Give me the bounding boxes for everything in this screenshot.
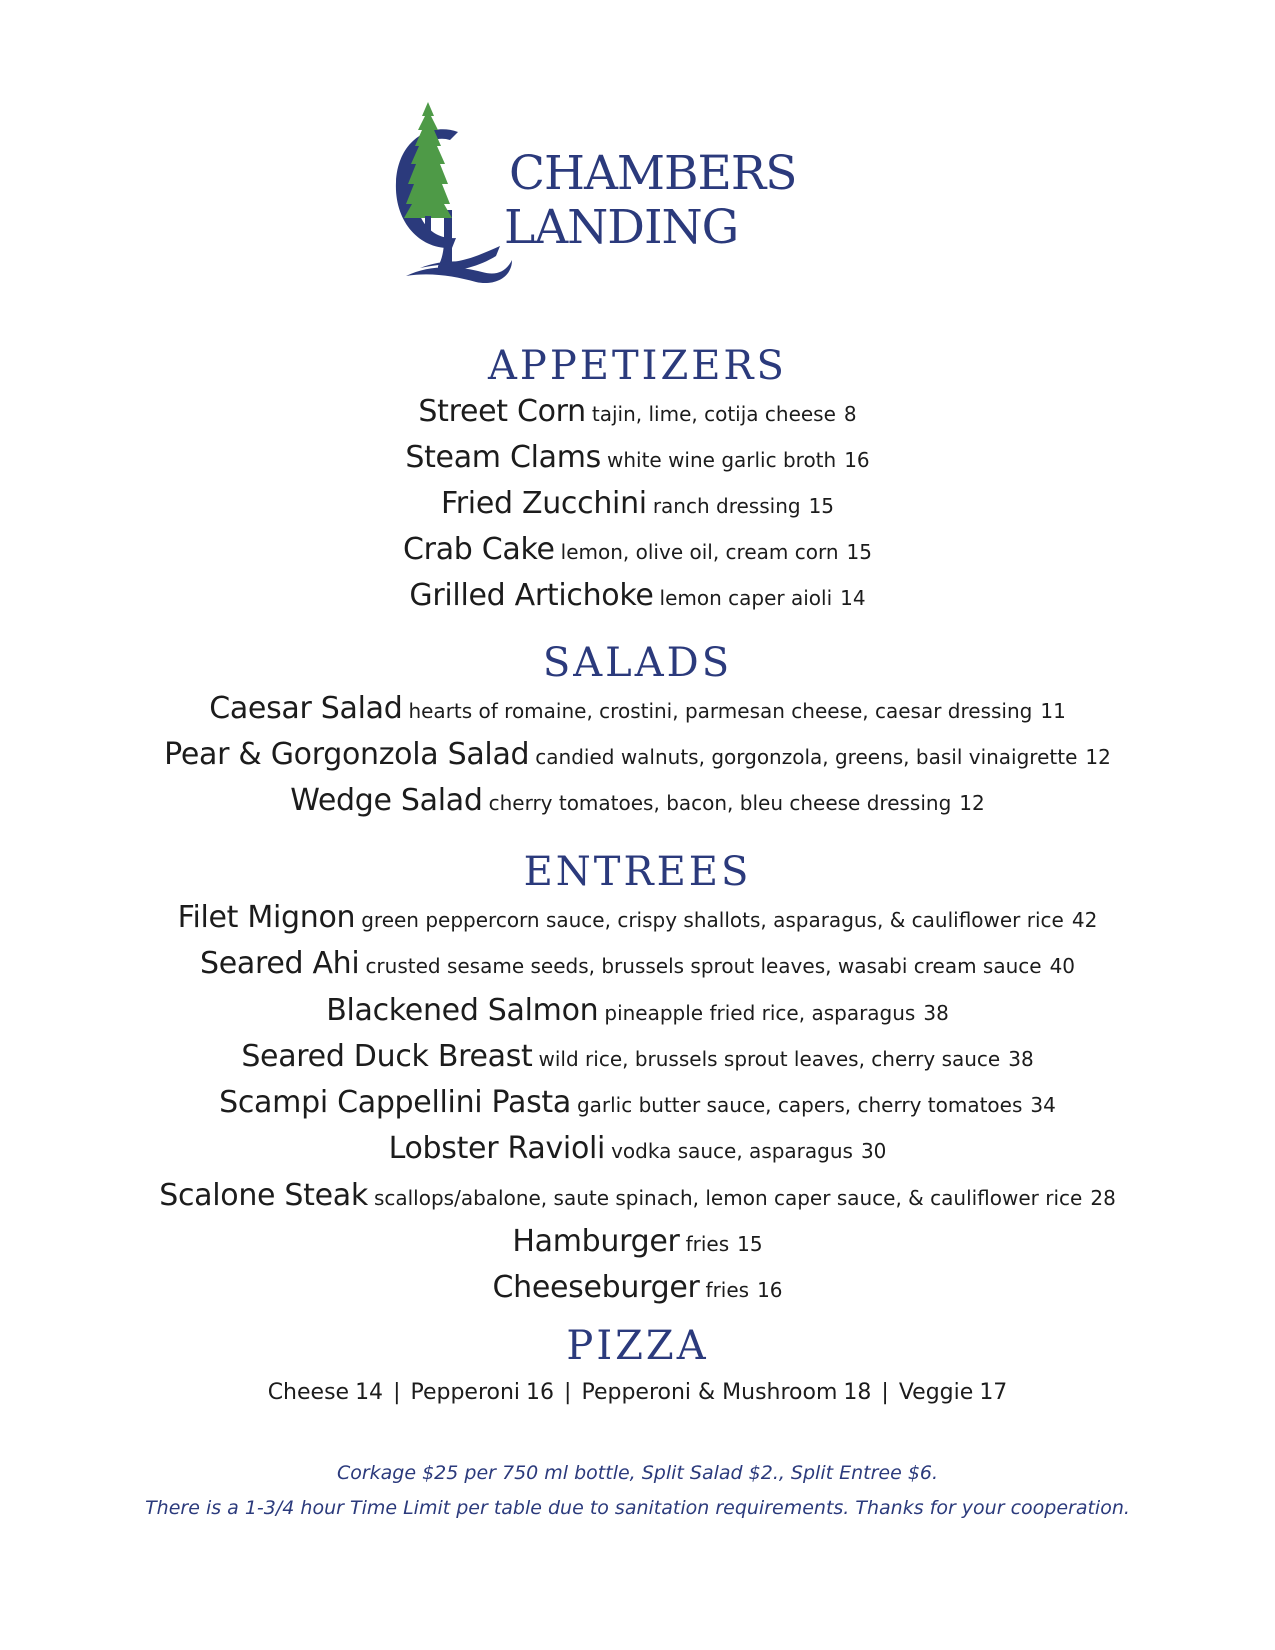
menu-item (0, 687, 1275, 733)
menu-item (0, 1081, 1275, 1127)
item-description: candied walnuts, gorgonzola, greens, basil vinaigrette (535, 745, 1078, 769)
menu-item (0, 733, 1275, 779)
item-name: Fried Zucchini (440, 486, 647, 521)
pizza-price: 14 (355, 1380, 384, 1405)
item-price: 40 (1049, 954, 1076, 979)
item-price: 14 (840, 586, 866, 610)
menu-item (0, 1127, 1275, 1173)
section-title-entrees: ENTREES (523, 849, 752, 895)
item-name: Blackened Salmon (326, 992, 599, 1028)
pizza-name: Veggie (898, 1380, 974, 1405)
pizza-price: 18 (843, 1380, 872, 1405)
item-name: Crab Cake (403, 532, 555, 567)
pizza-option (899, 1370, 1007, 1416)
menu-item (0, 574, 1275, 620)
item-name: Hamburger (512, 1224, 680, 1260)
item-description: fries (685, 1232, 730, 1257)
item-price: 12 (1085, 745, 1111, 769)
section-title-appetizers: APPETIZERS (488, 343, 787, 389)
entrees-section (0, 849, 1275, 1313)
pizza-name: Cheese (267, 1380, 350, 1405)
item-description: cherry tomatoes, bacon, bleu cheese dressing (488, 791, 952, 815)
item-name: Scampi Cappellini Pasta (219, 1085, 571, 1121)
menu-item (0, 436, 1275, 482)
item-price: 16 (844, 448, 870, 472)
pizza-option (410, 1370, 554, 1416)
pizza-name: Pepperoni (410, 1380, 521, 1405)
menu-item (0, 1035, 1275, 1081)
item-price: 15 (808, 494, 835, 518)
brand-name-line2: LANDING (504, 200, 739, 255)
item-price: 30 (860, 1139, 887, 1164)
pizza-options (0, 1370, 1275, 1416)
salads-section (0, 640, 1275, 825)
item-description: green peppercorn sauce, crispy shallots, asparagus, & cauliflower rice (361, 908, 1064, 932)
item-description: ranch dressing (652, 494, 801, 518)
brand-name-line1: CHAMBERS (509, 146, 797, 201)
item-price: 15 (737, 1232, 763, 1257)
policy-notes (0, 1456, 1275, 1526)
menu-item (0, 942, 1275, 988)
pizza-option (268, 1370, 383, 1416)
pizza-separator: | (881, 1380, 889, 1405)
item-name: Pear & Gorgonzola Salad (164, 737, 530, 772)
item-description: lemon caper aioli (659, 586, 833, 610)
menu-item (0, 390, 1275, 436)
item-price: 38 (923, 1000, 949, 1025)
item-name: Street Corn (418, 394, 586, 429)
item-description: tajin, lime, cotija cheese (591, 402, 836, 426)
section-title-salads: SALADS (542, 640, 733, 686)
item-description: wild rice, brussels sprout leaves, cherry sauce (538, 1046, 1001, 1071)
item-price: 16 (757, 1278, 783, 1303)
item-description: crusted sesame seeds, brussels sprout leaves, wasabi cream sauce (365, 954, 1042, 979)
item-description: white wine garlic broth (606, 448, 837, 472)
item-name: Seared Ahi (199, 946, 360, 982)
menu-item (0, 1220, 1275, 1266)
item-name: Filet Mignon (177, 900, 356, 935)
item-description: pineapple fried rice, asparagus (604, 1000, 916, 1025)
item-name: Grilled Artichoke (409, 578, 654, 613)
menu-item (0, 482, 1275, 528)
item-price: 12 (959, 791, 985, 815)
appetizers-section (0, 343, 1275, 620)
section-title-pizza: PIZZA (566, 1323, 709, 1369)
menu-item (0, 1174, 1275, 1220)
menu-item (0, 989, 1275, 1035)
item-price: 28 (1090, 1185, 1116, 1210)
pizza-section (0, 1323, 1275, 1416)
item-description: vodka sauce, asparagus (611, 1139, 853, 1164)
menu-item (0, 896, 1275, 942)
item-description: lemon, olive oil, cream corn (560, 540, 839, 564)
time-limit-note: There is a 1-3/4 hour Time Limit per table due to sanitation requirements. Thanks for your cooperation. (145, 1497, 1130, 1519)
item-name: Seared Duck Breast (241, 1038, 533, 1074)
item-name: Caesar Salad (209, 691, 403, 726)
pizza-name: Pepperoni & Mushroom (581, 1380, 838, 1405)
item-description: fries (705, 1278, 750, 1303)
item-price: 15 (846, 540, 872, 564)
item-name: Lobster Ravioli (388, 1131, 606, 1167)
pizza-separator: | (564, 1380, 572, 1405)
pizza-separator: | (393, 1380, 401, 1405)
item-price: 8 (843, 402, 857, 426)
menu-item (0, 528, 1275, 574)
menu-item (0, 779, 1275, 825)
pizza-price: 16 (526, 1380, 555, 1405)
pizza-option (581, 1370, 871, 1416)
item-name: Wedge Salad (290, 783, 483, 818)
chambers-landing-logo (390, 100, 810, 300)
item-price: 11 (1040, 699, 1066, 723)
item-price: 34 (1030, 1093, 1056, 1118)
item-description: hearts of romaine, crostini, parmesan cheese, caesar dressing (408, 699, 1033, 723)
item-description: garlic butter sauce, capers, cherry tomatoes (576, 1093, 1023, 1118)
item-price: 38 (1008, 1046, 1034, 1071)
item-name: Cheeseburger (492, 1270, 700, 1306)
item-name: Steam Clams (405, 440, 601, 475)
corkage-note: Corkage $25 per 750 ml bottle, Split Salad $2., Split Entree $6. (336, 1462, 939, 1484)
menu-item (0, 1266, 1275, 1312)
pizza-price: 17 (979, 1380, 1008, 1405)
item-description: scallops/abalone, saute spinach, lemon caper sauce, & cauliflower rice (373, 1185, 1083, 1210)
item-name: Scalone Steak (159, 1177, 368, 1213)
item-price: 42 (1071, 908, 1098, 932)
